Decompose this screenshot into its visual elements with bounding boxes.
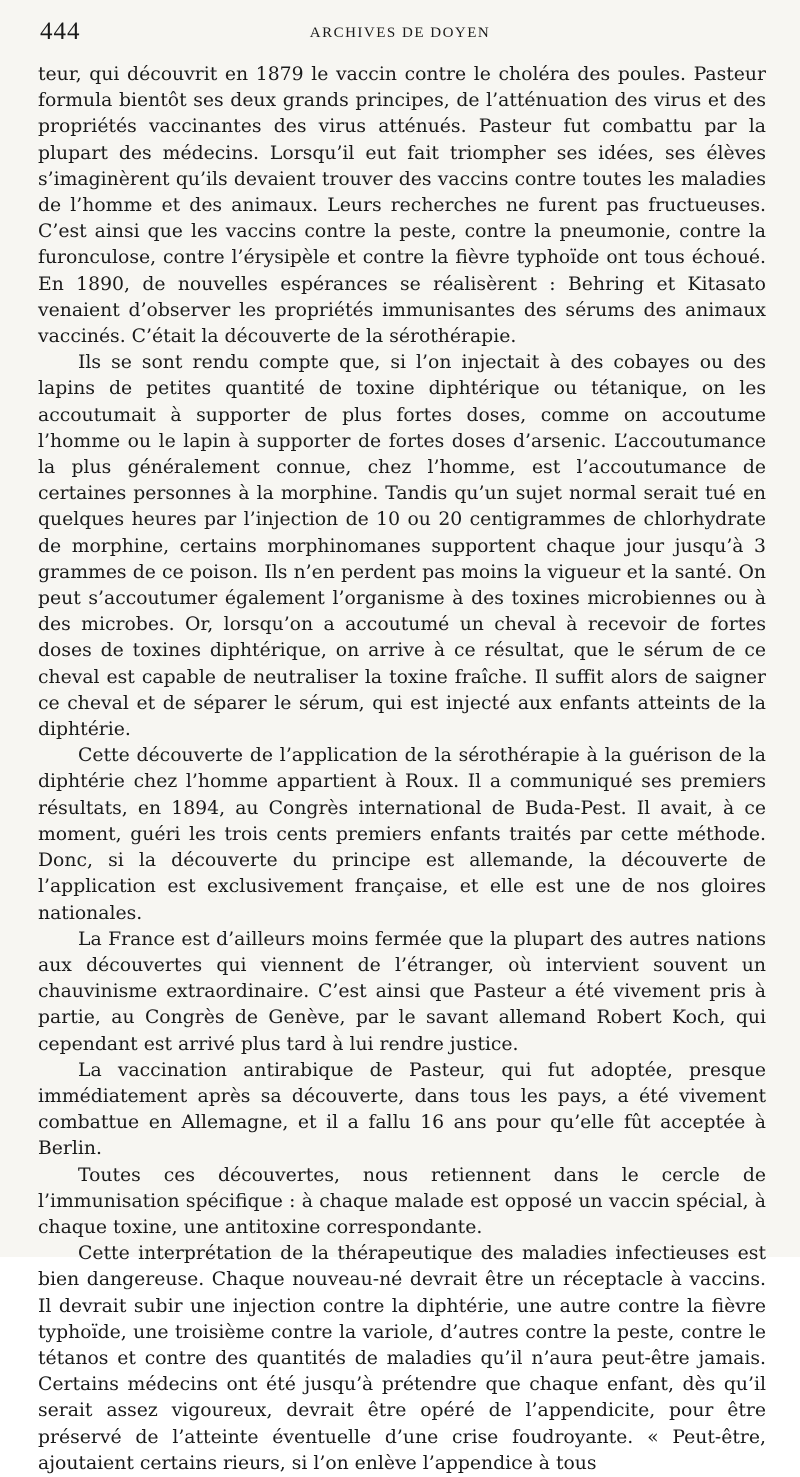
paragraph: Cette interprétation de la thérapeutique des maladies infectieuses est bien dangereuse. Chaque nouveau-né devrait être un réceptacle à vaccins. Il devrait subir une injection contre la diphtérie, une autre contre la fièvre typhoïde, une troisième contre la variole, d’autres contre la peste, contre le tétanos et contre des quantités de maladies qu’il n’aura peut-être jamais. Certains médecins ont été jusqu’à prétendre que chaque enfant, dès qu’il serait assez vigoureux, devrait être opéré de l’appendicite, pour être préservé de l’atteinte éventuelle d’une crise foudroyante. « Peut-être, ajoutaient certains rieurs, si l’on enlève l’appendice à tous (38, 1243, 766, 1474)
paragraph: Ils se sont rendu compte que, si l’on injectait à des cobayes ou des lapins de petites quantité de toxine diphtérique ou tétanique, on les accoutumait à supporter de plus fortes doses, comme on accoutume l’homme ou le lapin à supporter de fortes doses d’arsenic. L’accoutumance la plus généralement connue, chez l’homme, est l’accoutumance de certaines personnes à la morphine. Tandis qu’un sujet normal serait tué en quelques heures par l’injection de 10 ou 20 centigrammes de chlorhydrate de morphine, certains morphinomanes supportent chaque jour jusqu’à 3 grammes de ce poison. Ils n’en perdent pas moins la vigueur et la santé. On peut s’accoutumer également l’organisme à des toxines microbiennes ou à des microbes. Or, lorsqu’on a accoutumé un cheval à recevoir de fortes doses de toxines diphtérique, on arrive à ce résultat, que le sérum de ce cheval est capable de neutraliser la toxine fraîche. Il suffit alors de saigner ce cheval et de séparer le sérum, qui est injecté aux enfants atteints de la diphtérie. (38, 352, 766, 741)
page-number: 444 (40, 18, 81, 45)
paragraph: Cette découverte de l’application de la sérothérapie à la guérison de la diphtérie chez l’homme appartient à Roux. Il a communiqué ses premiers résultats, en 1894, au Congrès international de Buda-Pest. Il avait, à ce moment, guéri les trois cents premiers enfants traités par cette méthode. Donc, si la découverte du principe est allemande, la découverte de l’application est exclusivement française, et elle est une de nos gloires nationales. (38, 745, 766, 924)
paragraph: teur, qui découvrit en 1879 le vaccin contre le choléra des poules. Pasteur formula bientôt ses deux grands principes, de l’atténuation des virus et des propriétés vaccinantes des virus atténués. Pasteur fut combattu par la plupart des médecins. Lorsqu’il eut fait triompher ses idées, ses élèves s’imaginèrent qu’ils devaient trouver des vaccins contre toutes les maladies de l’homme et des animaux. Leurs recherches ne furent pas fructueuses. C’est ainsi que les vaccins contre la peste, contre la pneumonie, contre la furonculose, contre l’érysipèle et contre la fièvre typhoïde ont tous échoué. En 1890, de nouvelles espérances se réalisèrent : Behring et Kitasato venaient d’observer les propriétés immunisantes des sérums des animaux vaccinés. C’était la découverte de la sérothérapie. (38, 64, 766, 348)
body-text (38, 62, 766, 1477)
paragraph: La vaccination antirabique de Pasteur, qui fut adoptée, presque immédiatement après sa découverte, dans tous les pays, a été vivement combattue en Allemagne, et il a fallu 16 ans pour qu’elle fût acceptée à Berlin. (38, 1059, 766, 1160)
paragraph: La France est d’ailleurs moins fermée que la plupart des autres nations aux découvertes qui viennent de l’étranger, où intervient souvent un chauvinisme extraordinaire. C’est ainsi que Pasteur a été vivement pris à partie, au Congrès de Genève, par le savant allemand Robert Koch, qui cependant est arrivé plus tard à lui rendre justice. (38, 928, 766, 1055)
running-title: ARCHIVES DE DOYEN (309, 25, 491, 41)
paragraph: Toutes ces découvertes, nous retiennent dans le cercle de l’immunisation spécifique : à chaque malade est opposé un vaccin spécial, à chaque toxine, une antitoxine correspondante. (38, 1164, 766, 1238)
page-header (40, 18, 760, 52)
